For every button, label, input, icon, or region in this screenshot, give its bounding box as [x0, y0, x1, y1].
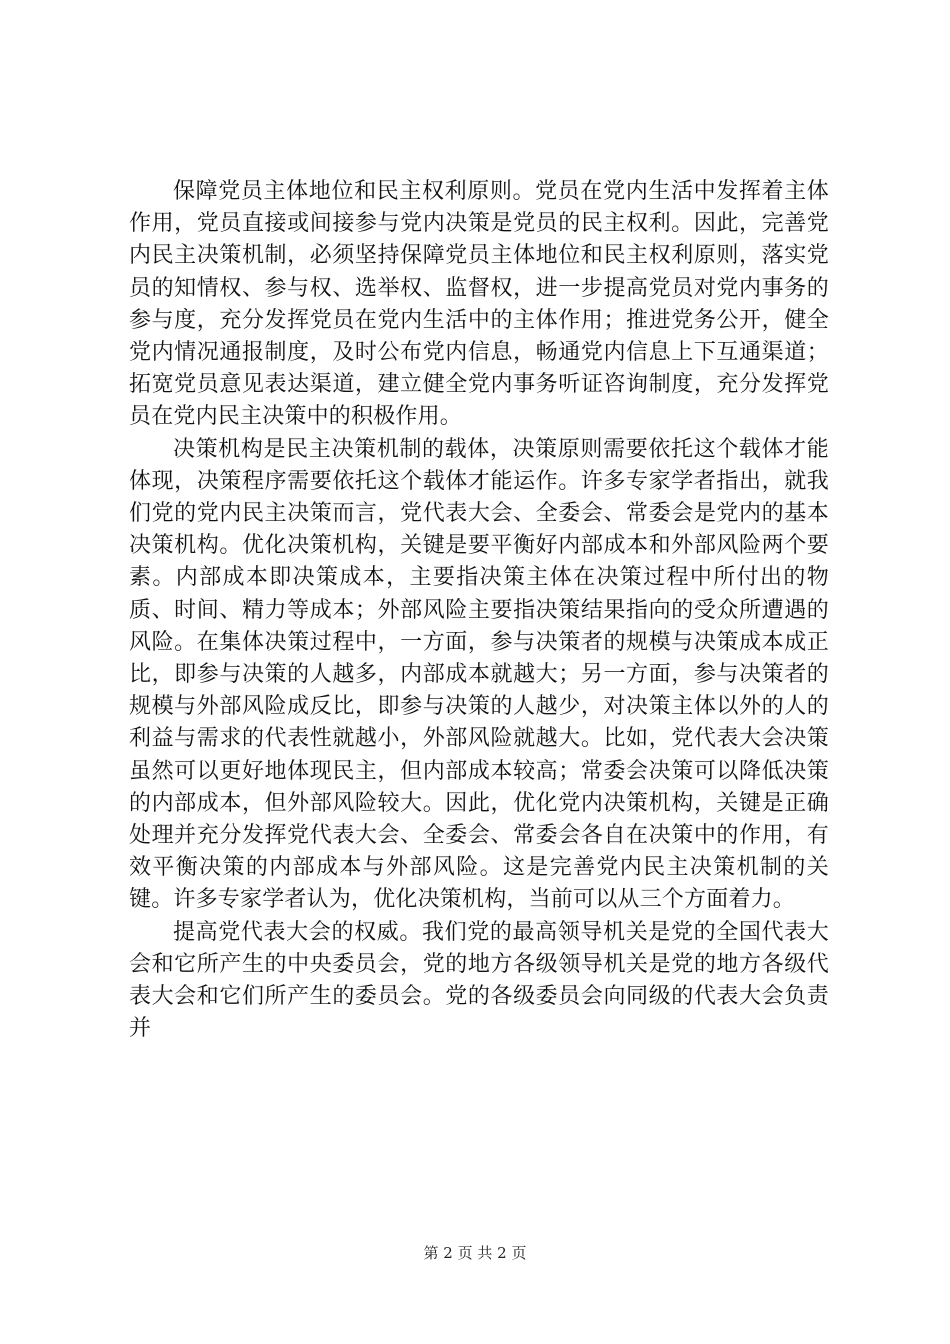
page-footer: 第 2 页 共 2 页 [423, 1244, 527, 1262]
paragraph-3: 提高党代表大会的权威。我们党的最高领导机关是党的全国代表大会和它所产生的中央委员会，党的地方各级领导机关是党的地方各级代表大会和它们所产生的委员会。党的各级委员会向同级的代表大会负责并 [129, 919, 829, 1042]
paragraph-1: 保障党员主体地位和民主权利原则。党员在党内生活中发挥着主体作用，党员直接或间接参与党内决策是党员的民主权利。因此，完善党内民主决策机制，必须坚持保障党员主体地位和民主权利原则，落实党员的知情权、参与权、选举权、监督权，进一步提高党员对党内事务的参与度，充分发挥党员在党内生活中的主体作用；推进党务公开，健全党内情况通报制度，及时公布党内信息，畅通党内信息上下互通渠道；拓宽党员意见表达渠道，建立健全党内事务听证咨询制度，充分发挥党员在党内民主决策中的积极作用。 [129, 179, 829, 430]
document-body [129, 176, 829, 1045]
paragraph-2: 决策机构是民主决策机制的载体，决策原则需要依托这个载体才能体现，决策程序需要依托这个载体才能运作。许多专家学者指出，就我们党的党内民主决策而言，党代表大会、全委会、常委会是党内的基本决策机构。优化决策机构，关键是要平衡好内部成本和外部风险两个要素。内部成本即决策成本，主要指决策主体在决策过程中所付出的物质、时间、精力等成本；外部风险主要指决策结果指向的受众所遭遇的风险。在集体决策过程中，一方面，参与决策者的规模与决策成本成正比，即参与决策的人越多，内部成本就越大；另一方面，参与决策者的规模与外部风险成反比，即参与决策的人越少，对决策主体以外的人的利益与需求的代表性就越小，外部风险就越大。比如，党代表大会决策虽然可以更好地体现民主，但内部成本较高；常委会决策可以降低决策的内部成本，但外部风险较大。因此，优化党内决策机构，关键是正确处理并充分发挥党代表大会、全委会、常委会各自在决策中的作用，有效平衡决策的内部成本与外部风险。这是完善党内民主决策机制的关键。许多专家学者认为，优化决策机构，当前可以从三个方面着力。 [129, 436, 829, 913]
